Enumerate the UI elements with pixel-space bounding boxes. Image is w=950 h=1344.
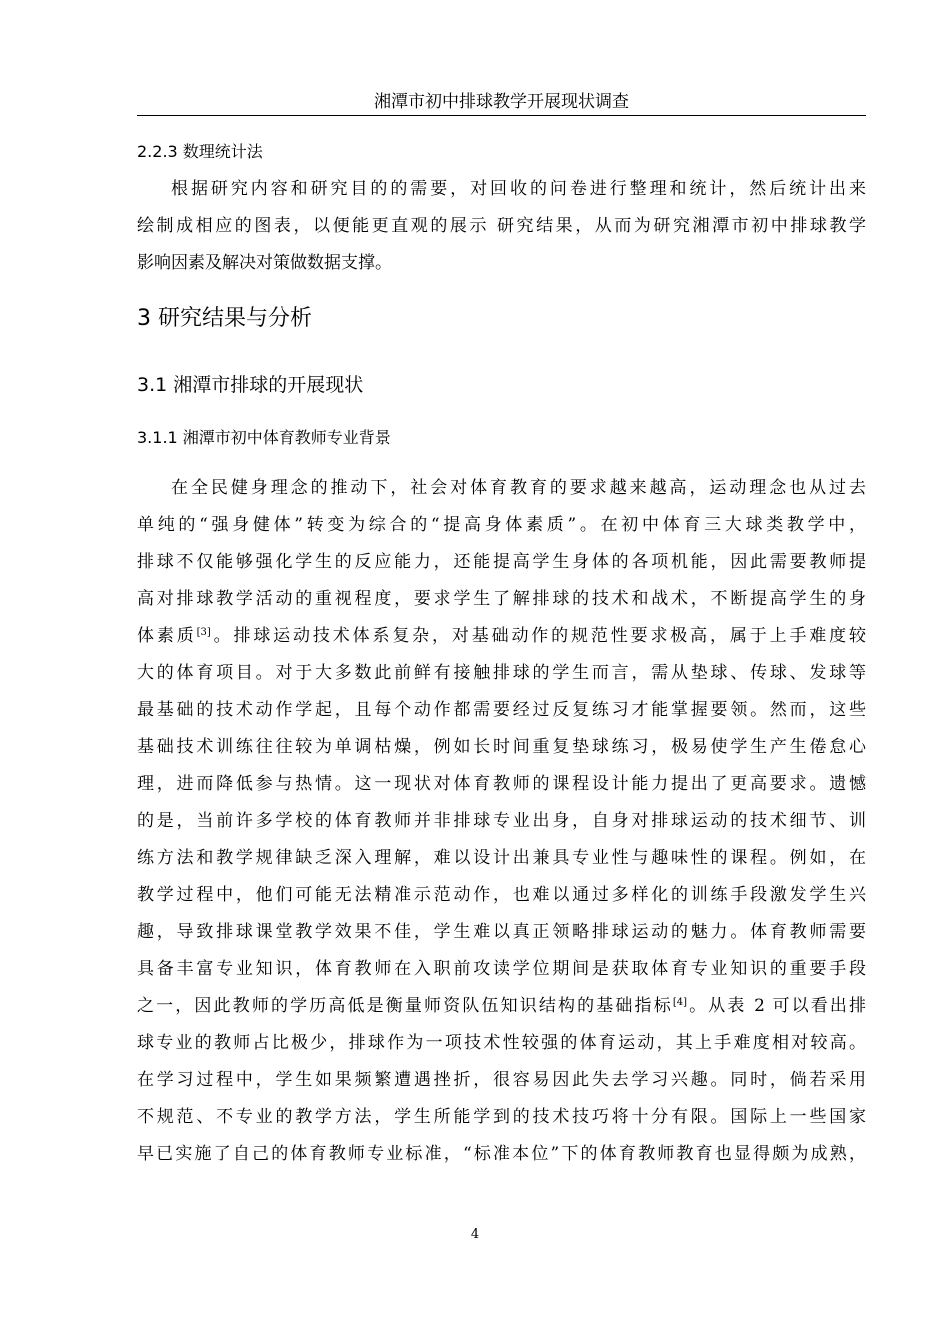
text-line: 早已实施了自己的体育教师专业标准，“标准本位”下的体育教师教育也显得颇为成熟， [137,1144,866,1164]
text-line: 高对排球教学活动的重视程度，要求学生了解排球的技术和战术，不断提高学生的身 [137,589,866,609]
running-header: 湘潭市初中排球教学开展现状调查 [374,92,629,112]
text-line: 具备丰富专业知识，体育教师在入职前攻读学位期间是获取体育专业知识的重要手段 [137,959,866,979]
line-segment: 之一，因此教师的学历高低是衡量师资队伍知识结构的基础指标 [137,996,673,1016]
text-line: 理，进而降低参与热情。这一现状对体育教师的课程设计能力提出了更高要求。遗憾 [137,774,866,794]
header-rule [137,115,866,116]
paragraph-3-1-1 [137,470,866,1173]
text-line: 最基础的技术动作学起，且每个动作都需要经过反复练习才能掌握要领。然而，这些 [137,700,866,720]
text-line [137,618,866,655]
text-line: 在全民健身理念的推动下，社会对体育教育的要求越来越高，运动理念也从过去 [171,478,866,498]
line-segment: 体素质 [137,626,197,646]
text-line: 在学习过程中，学生如果频繁遭遇挫折，很容易因此失去学习兴趣。同时，倘若采用 [137,1070,866,1090]
line-segment: 。从表 2 可以看出排 [687,996,867,1016]
text-line: 排球不仅能够强化学生的反应能力，还能提高学生身体的各项机能，因此需要教师提 [137,552,866,572]
heading-2-2-3: 2.2.3 数理统计法 [137,142,263,161]
text-line: 大的体育项目。对于大多数此前鲜有接触排球的学生而言，需从垫球、传球、发球等 [137,663,866,683]
chapter-3-heading: 3 研究结果与分析 [137,306,312,331]
text-line: 趣，导致排球课堂教学效果不佳，学生难以真正领略排球运动的魅力。体育教师需要 [137,922,866,942]
citation-3[interactable]: [3] [196,627,211,638]
text-line: 练方法和教学规律缺乏深入理解，难以设计出兼具专业性与趣味性的课程。例如，在 [137,848,866,868]
text-line: 不规范、不专业的教学方法，学生所能学到的技术技巧将十分有限。国际上一些国家 [137,1107,866,1127]
text-line: 球专业的教师占比极少，排球作为一项技术性较强的体育运动，其上手难度相对较高。 [137,1033,866,1053]
text-line [137,988,866,1025]
heading-3-1: 3.1 湘潭市排球的开展现状 [137,374,364,396]
text-line: 单纯的“强身健体”转变为综合的“提高身体素质”。在初中体育三大球类教学中， [137,515,866,535]
text-line: 绘制成相应的图表，以便能更直观的展示 研究结果，从而为研究湘潭市初中排球教学 [137,216,866,236]
heading-3-1-1: 3.1.1 湘潭市初中体育教师专业背景 [137,428,391,447]
text-line: 影响因素及解决对策做数据支撑。 [137,253,392,273]
paragraph-2-2-3 [137,171,866,282]
text-line: 根据研究内容和研究目的的需要，对回收的问卷进行整理和统计，然后统计出来 [171,179,866,199]
text-line: 的是，当前许多学校的体育教师并非排球专业出身，自身对排球运动的技术细节、训 [137,811,866,831]
text-line: 基础技术训练往往较为单调枯燥，例如长时间重复垫球练习，极易使学生产生倦怠心 [137,737,866,757]
page-number: 4 [470,1227,480,1242]
citation-4[interactable]: [4] [672,997,688,1008]
line-segment: 。排球运动技术体系复杂，对基础动作的规范性要求极高，属于上手难度较 [210,626,867,646]
text-line: 教学过程中，他们可能无法精准示范动作，也难以通过多样化的训练手段激发学生兴 [137,885,866,905]
